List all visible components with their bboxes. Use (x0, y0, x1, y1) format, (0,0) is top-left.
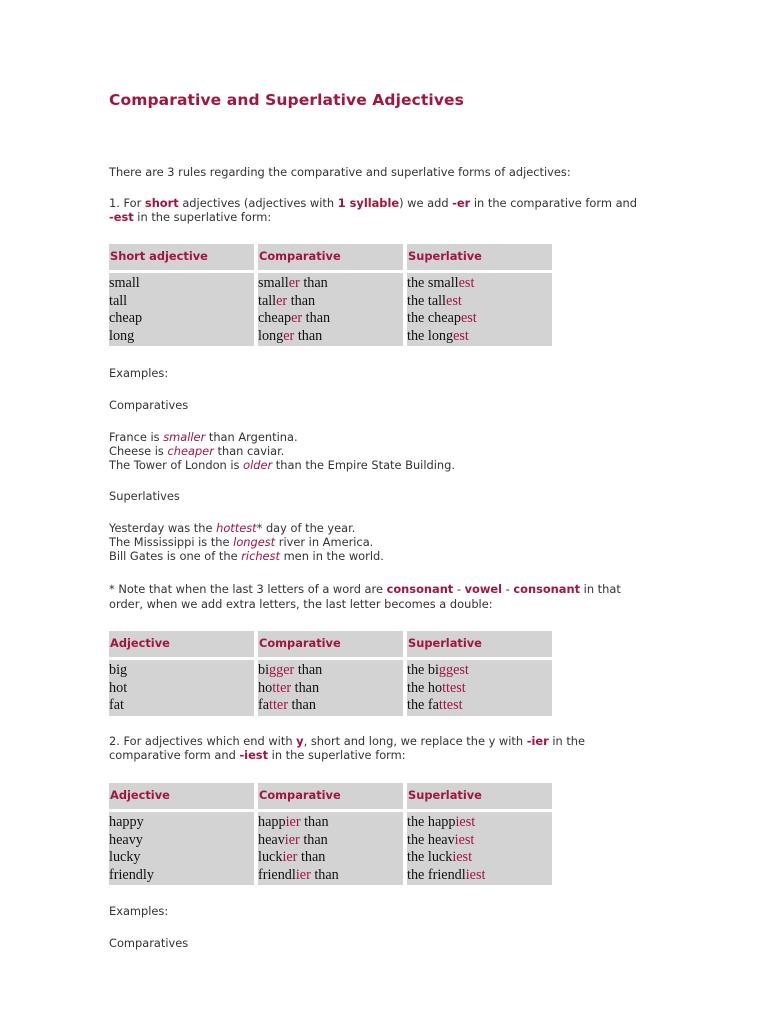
suffix-highlight: er (283, 327, 295, 344)
table-cell (109, 310, 254, 328)
column-header: Adjective (109, 783, 254, 809)
table-cell (407, 849, 552, 867)
table-cell (258, 697, 403, 715)
table-cell (258, 310, 403, 328)
table-y-adjectives (109, 783, 554, 885)
table-column (109, 273, 254, 346)
table-column (258, 660, 403, 716)
suffix-highlight: est (453, 327, 469, 344)
page-title: Comparative and Superlative Adjectives (109, 91, 464, 109)
cell-text: the bi (407, 662, 439, 678)
cell-text: big (109, 662, 128, 678)
comparatives-label: Comparatives (109, 936, 189, 950)
suffix-highlight: ier (284, 831, 300, 848)
table-double-consonant (109, 631, 554, 716)
example-line: France is smaller than Argentina. (109, 430, 298, 444)
table-column (258, 812, 403, 885)
cell-text: the luck (407, 849, 453, 866)
note-line2: order, when we add extra letters, the last letter becomes a double: (109, 597, 493, 611)
cell-text: the friendl (407, 866, 466, 883)
column-header: Comparative (258, 631, 403, 657)
rule2-line1: 2. For adjectives which end with y, short and long, we replace the y with -ier in the (109, 734, 586, 748)
cell-text: tall (109, 292, 128, 309)
suffix-highlight: ggest (438, 662, 469, 678)
table-header (109, 244, 554, 270)
cell-text: the tall (407, 292, 447, 309)
cell-text: than (300, 814, 329, 830)
suffix-highlight: er (291, 310, 303, 327)
suffix-highlight: er (288, 275, 300, 291)
column-header: Adjective (109, 631, 254, 657)
table-cell (407, 867, 552, 885)
table-cell (407, 814, 552, 832)
cell-text: than (287, 697, 316, 714)
table-cell (407, 680, 552, 698)
cell-text: long (258, 327, 284, 344)
suffix-highlight: tter (269, 697, 288, 714)
rule2-line2: comparative form and -iest in the superlative form: (109, 748, 406, 762)
rule1-line2: -est in the superlative form: (109, 210, 272, 224)
table-cell (407, 697, 552, 715)
table-header (109, 783, 554, 809)
table-column (407, 273, 552, 346)
table-body (109, 273, 554, 346)
suffix-highlight: ttest (438, 697, 463, 714)
table-cell (407, 293, 552, 311)
example-line: The Tower of London is older than the Empire State Building. (109, 458, 455, 472)
table-body (109, 660, 554, 716)
table-cell (258, 275, 403, 293)
suffix-highlight: er (276, 292, 288, 309)
suffix-highlight: ier (295, 866, 311, 883)
cell-text: happ (258, 814, 286, 830)
table-cell (258, 662, 403, 680)
table-cell (109, 680, 254, 698)
suffix-highlight: tter (272, 679, 292, 696)
cell-text: cheap (109, 310, 143, 327)
example-line: Cheese is cheaper than caviar. (109, 444, 285, 458)
cell-text: than (291, 679, 320, 696)
cell-text: the happ (407, 814, 456, 830)
table-column (407, 812, 552, 885)
cell-text: fat (109, 697, 124, 714)
cell-text: than (294, 662, 323, 678)
cell-text: than (299, 275, 328, 291)
suffix-highlight: est (458, 275, 475, 291)
cell-text: than (297, 849, 326, 866)
cell-text: than (302, 310, 331, 327)
cell-text: ho (258, 679, 273, 696)
note-line1: * Note that when the last 3 letters of a word are consonant - vowel - consonant in that (109, 582, 621, 596)
table-cell (407, 328, 552, 346)
column-header: Superlative (407, 244, 552, 270)
suffix-highlight: iest (455, 814, 476, 830)
suffix-highlight: ttest (442, 679, 466, 696)
cell-text: friendl (258, 866, 296, 883)
cell-text: lucky (109, 849, 141, 866)
suffix-highlight: gger (269, 662, 295, 678)
cell-text: the cheap (407, 310, 461, 327)
cell-text: the ho (407, 679, 443, 696)
table-column (109, 812, 254, 885)
cell-text: than (310, 866, 339, 883)
suffix-highlight: iest (454, 831, 475, 848)
table-cell (109, 832, 254, 850)
table-cell (258, 867, 403, 885)
column-header: Comparative (258, 244, 403, 270)
example-line: The Mississippi is the longest river in America. (109, 535, 374, 549)
cell-text: than (299, 831, 328, 848)
cell-text: the small (407, 275, 459, 291)
cell-text: the fa (407, 697, 439, 714)
example-line: Yesterday was the hottest* day of the year. (109, 521, 356, 535)
table-cell (407, 832, 552, 850)
table-cell (407, 310, 552, 328)
cell-text: luck (258, 849, 283, 866)
table-column (258, 273, 403, 346)
table-cell (109, 849, 254, 867)
examples-label: Examples: (109, 904, 169, 918)
table-short-adjectives (109, 244, 554, 346)
table-cell (258, 849, 403, 867)
suffix-highlight: ier (285, 814, 301, 830)
suffix-highlight: est (460, 310, 477, 327)
column-header: Comparative (258, 783, 403, 809)
table-cell (407, 662, 552, 680)
intro-text: There are 3 rules regarding the comparative and superlative forms of adjectives: (109, 165, 571, 179)
cell-text: friendly (109, 866, 154, 883)
comparatives-label: Comparatives (109, 398, 189, 412)
table-cell (109, 814, 254, 832)
rule1-line1: 1. For short adjectives (adjectives with 1 syllable) we add -er in the comparative form and (109, 196, 637, 210)
cell-text: happy (109, 814, 144, 830)
table-cell (407, 275, 552, 293)
examples-label: Examples: (109, 366, 169, 380)
column-header: Short adjective (109, 244, 254, 270)
cell-text: bi (258, 662, 270, 678)
cell-text: the heav (407, 831, 455, 848)
table-cell (258, 680, 403, 698)
suffix-highlight: est (446, 292, 462, 309)
cell-text: small (109, 275, 140, 291)
table-body (109, 812, 554, 885)
suffix-highlight: iest (465, 866, 486, 883)
table-cell (109, 867, 254, 885)
table-cell (109, 328, 254, 346)
table-cell (109, 293, 254, 311)
column-header: Superlative (407, 631, 552, 657)
cell-text: tall (258, 292, 277, 309)
superlatives-label: Superlatives (109, 489, 180, 503)
example-line: Bill Gates is one of the richest men in the world. (109, 549, 384, 563)
cell-text: than (294, 327, 323, 344)
cell-text: small (258, 275, 289, 291)
table-header (109, 631, 554, 657)
table-cell (109, 697, 254, 715)
table-cell (258, 293, 403, 311)
cell-text: heav (258, 831, 285, 848)
table-cell (258, 832, 403, 850)
cell-text: fa (258, 697, 270, 714)
table-column (109, 660, 254, 716)
cell-text: than (287, 292, 316, 309)
cell-text: long (109, 327, 135, 344)
table-cell (258, 328, 403, 346)
table-cell (109, 275, 254, 293)
cell-text: heavy (109, 831, 143, 848)
suffix-highlight: iest (452, 849, 473, 866)
cell-text: hot (109, 679, 128, 696)
table-cell (258, 814, 403, 832)
table-column (407, 660, 552, 716)
cell-text: cheap (258, 310, 292, 327)
table-cell (109, 662, 254, 680)
cell-text: the long (407, 327, 454, 344)
column-header: Superlative (407, 783, 552, 809)
suffix-highlight: ier (282, 849, 298, 866)
